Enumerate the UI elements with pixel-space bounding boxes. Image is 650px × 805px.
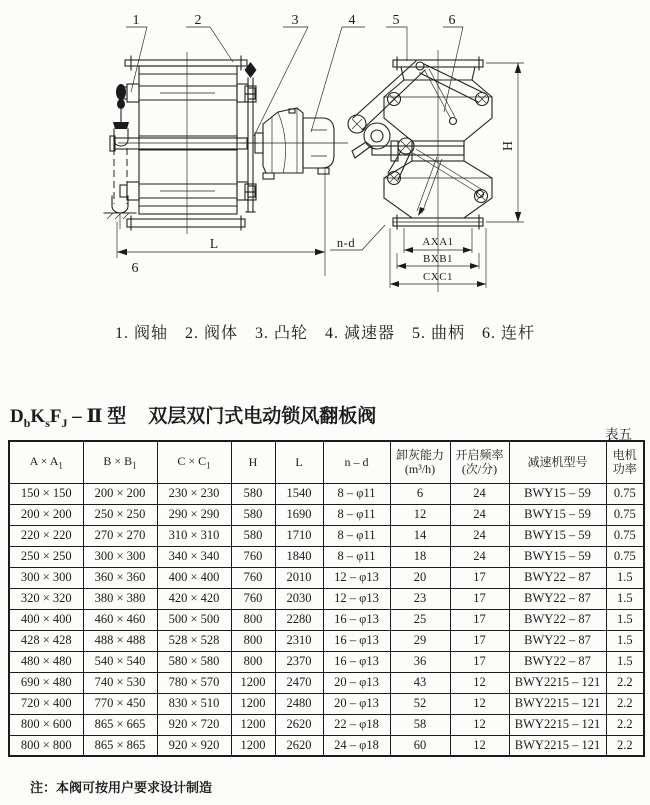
table-cell: 12 — [450, 735, 509, 756]
part-label-6-bottom: 6 — [131, 261, 139, 276]
reducer-motor — [240, 108, 348, 179]
table-row — [9, 567, 644, 588]
table-cell: 2.2 — [606, 693, 644, 714]
table-cell: 690 × 480 — [9, 672, 83, 693]
dimension-label-l: L — [209, 236, 219, 251]
table-cell: 58 — [390, 714, 450, 735]
table-cell: 760 — [231, 567, 275, 588]
callout-6: 6 — [448, 13, 456, 28]
dimension-label-bxb1: BXB1 — [422, 253, 454, 265]
table-cell: 580 — [231, 483, 275, 504]
table-cell: 300 × 300 — [9, 567, 83, 588]
table-cell: 150 × 150 — [9, 483, 83, 504]
table-cell: 230 × 230 — [157, 483, 231, 504]
table-cell: 800 — [231, 630, 275, 651]
table-cell: 1840 — [275, 546, 323, 567]
table-cell: 17 — [450, 651, 509, 672]
table-cell: 24 – φ18 — [323, 735, 390, 756]
header-cell: 减速机型号 — [509, 441, 606, 483]
table-cell: 22 – φ18 — [323, 714, 390, 735]
table-cell: 29 — [390, 630, 450, 651]
header-cell: $C \times C_1$ — [157, 441, 231, 483]
table-cell: 1.5 — [606, 609, 644, 630]
table-cell: BWY15 – 59 — [509, 483, 606, 504]
figure-caption: 1. 阀轴 2. 阀体 3. 凸轮 4. 减速器 5. 曲柄 6. 连杆 — [114, 325, 535, 342]
table-cell: 24 — [450, 483, 509, 504]
table-cell: 770 × 450 — [83, 693, 157, 714]
table-cell: 1200 — [231, 693, 275, 714]
header-cell: 开启频率 (次/分) — [450, 441, 509, 483]
table-cell: BWY22 – 87 — [509, 567, 606, 588]
table-cell: 2.2 — [606, 714, 644, 735]
spec-table — [8, 440, 645, 757]
table-cell: 20 — [390, 567, 450, 588]
table-cell: 580 × 580 — [157, 651, 231, 672]
table-cell: 800 — [231, 609, 275, 630]
table-row — [9, 483, 644, 504]
table-row — [9, 714, 644, 735]
table-cell: 740 × 530 — [83, 672, 157, 693]
table-row — [9, 609, 644, 630]
table-cell: 1200 — [231, 735, 275, 756]
table-cell: BWY15 – 59 — [509, 504, 606, 525]
crank-and-connecting-rods — [353, 61, 484, 216]
table-cell: 8 – φ11 — [323, 525, 390, 546]
table-cell: 830 × 510 — [157, 693, 231, 714]
table-cell: 17 — [450, 588, 509, 609]
table-cell: 250 × 250 — [9, 546, 83, 567]
table-cell: 2.2 — [606, 735, 644, 756]
table-cell: 920 × 920 — [157, 735, 231, 756]
table-cell: 16 – φ13 — [323, 651, 390, 672]
dimension-label-nd: n-d — [336, 236, 356, 250]
table-cell: BWY22 – 87 — [509, 630, 606, 651]
table-row — [9, 735, 644, 756]
header-cell: $A \times A_1$ — [9, 441, 83, 483]
table-cell: BWY15 – 59 — [509, 525, 606, 546]
table-cell: 920 × 720 — [157, 714, 231, 735]
table-cell: 20 – φ13 — [323, 693, 390, 714]
table-cell: 0.75 — [606, 546, 644, 567]
table-cell: 800 × 800 — [9, 735, 83, 756]
side-view-drawing — [330, 50, 524, 292]
table-cell: 320 × 320 — [9, 588, 83, 609]
table-cell: 720 × 400 — [9, 693, 83, 714]
table-cell: 24 — [450, 504, 509, 525]
model-title — [10, 401, 376, 431]
table-cell: 1.5 — [606, 567, 644, 588]
bolt-upper-right — [476, 93, 489, 106]
table-cell: 12 – φ13 — [323, 588, 390, 609]
table-cell: 2370 — [275, 651, 323, 672]
table-cell: 428 × 428 — [9, 630, 83, 651]
dimension-label-cxc1: CXC1 — [422, 271, 454, 283]
table-cell: 2480 — [275, 693, 323, 714]
table-cell: BWY2215 – 121 — [509, 672, 606, 693]
table-cell: BWY2215 – 121 — [509, 714, 606, 735]
table-cell: 400 × 400 — [157, 567, 231, 588]
table-row — [9, 693, 644, 714]
table-cell: 488 × 488 — [83, 630, 157, 651]
table-row — [9, 546, 644, 567]
table-cell: 420 × 420 — [157, 588, 231, 609]
table-cell: 17 — [450, 630, 509, 651]
table-cell: 23 — [390, 588, 450, 609]
header-cell: 卸灰能力 (m³/h) — [390, 441, 450, 483]
callout-2: 2 — [194, 13, 202, 28]
table-cell: 580 — [231, 525, 275, 546]
table-cell: 200 × 200 — [83, 483, 157, 504]
table-cell: 300 × 300 — [83, 546, 157, 567]
table-cell: 500 × 500 — [157, 609, 231, 630]
table-cell: 480 × 480 — [9, 651, 83, 672]
dimension-nd — [330, 225, 385, 250]
table-cell: 270 × 270 — [83, 525, 157, 546]
table-cell: 24 — [450, 546, 509, 567]
valve-name: 双层双门式电动锁风翻板阀 — [148, 406, 377, 427]
table-cell: 1.5 — [606, 630, 644, 651]
table-cell: 17 — [450, 567, 509, 588]
table-cell: 0.75 — [606, 525, 644, 546]
table-cell: 18 — [390, 546, 450, 567]
table-cell: 12 — [450, 672, 509, 693]
table-cell: BWY15 – 59 — [509, 546, 606, 567]
table-cell: 24 — [450, 525, 509, 546]
table-cell: 36 — [390, 651, 450, 672]
header-cell: $B \times B_1$ — [83, 441, 157, 483]
table-cell: 17 — [450, 609, 509, 630]
table-cell: 2620 — [275, 735, 323, 756]
table-cell: 528 × 528 — [157, 630, 231, 651]
table-cell: 8 – φ11 — [323, 546, 390, 567]
crank-disc — [352, 123, 390, 158]
table-cell: 865 × 865 — [83, 735, 157, 756]
table-cell: 800 — [231, 651, 275, 672]
table-cell: 12 — [450, 714, 509, 735]
table-cell: BWY2215 – 121 — [509, 735, 606, 756]
table-cell: 340 × 340 — [157, 546, 231, 567]
header-cell: H — [231, 441, 275, 483]
table-cell: 2620 — [275, 714, 323, 735]
front-view-drawing — [104, 52, 348, 276]
table-cell: 16 – φ13 — [323, 609, 390, 630]
header-row — [9, 441, 644, 483]
table-cell: 250 × 250 — [83, 504, 157, 525]
table-cell: 1690 — [275, 504, 323, 525]
table-cell: BWY22 – 87 — [509, 609, 606, 630]
table-cell: 12 – φ13 — [323, 567, 390, 588]
table-cell: 2.2 — [606, 672, 644, 693]
valve-technical-drawing — [0, 0, 650, 312]
table-cell: 800 × 600 — [9, 714, 83, 735]
table-cell: BWY2215 – 121 — [509, 693, 606, 714]
pivot-left — [348, 115, 366, 133]
table-row — [9, 630, 644, 651]
table-row — [9, 525, 644, 546]
table-cell: 460 × 460 — [83, 609, 157, 630]
dimension-label-h: H — [500, 141, 515, 151]
table-cell: 290 × 290 — [157, 504, 231, 525]
footnote: 注：本阀可按用户要求设计制造 — [30, 780, 213, 795]
table-cell: 220 × 220 — [9, 525, 83, 546]
table-cell: 12 — [450, 693, 509, 714]
table-cell: 52 — [390, 693, 450, 714]
table-cell: 380 × 380 — [83, 588, 157, 609]
header-cell: n – d — [323, 441, 390, 483]
table-cell: 8 – φ11 — [323, 483, 390, 504]
table-cell: 6 — [390, 483, 450, 504]
table-cell: 1710 — [275, 525, 323, 546]
table-cell: 2310 — [275, 630, 323, 651]
bolt-lower-right — [475, 190, 488, 203]
table-row — [9, 504, 644, 525]
table-cell: 8 – φ11 — [323, 504, 390, 525]
table-cell: 2470 — [275, 672, 323, 693]
table-cell: 200 × 200 — [9, 504, 83, 525]
table-cell: 20 – φ13 — [323, 672, 390, 693]
table-row — [9, 672, 644, 693]
table-cell: 1.5 — [606, 651, 644, 672]
table-cell: 540 × 540 — [83, 651, 157, 672]
table-cell: 14 — [390, 525, 450, 546]
table-row — [9, 588, 644, 609]
model-code: $D_bK_sF_J$ – Ⅱ 型 — [10, 406, 127, 430]
callout-4: 4 — [348, 13, 356, 28]
callout-1: 1 — [132, 13, 140, 28]
callout-5: 5 — [392, 13, 400, 28]
table-cell: 60 — [390, 735, 450, 756]
table-cell: 1200 — [231, 672, 275, 693]
counterweight-linkage — [104, 84, 136, 229]
table-cell: 16 – φ13 — [323, 630, 390, 651]
table-cell: 400 × 400 — [9, 609, 83, 630]
table-cell: BWY22 – 87 — [509, 651, 606, 672]
table-cell: 0.75 — [606, 504, 644, 525]
table-cell: 1200 — [231, 714, 275, 735]
callout-3: 3 — [291, 13, 299, 28]
table-cell: 580 — [231, 504, 275, 525]
table-cell: 780 × 570 — [157, 672, 231, 693]
table-cell: 25 — [390, 609, 450, 630]
spec-table-wrap — [8, 440, 645, 757]
table-cell: 2280 — [275, 609, 323, 630]
dimension-label-axa1: AXA1 — [422, 236, 454, 248]
table-cell: 12 — [390, 504, 450, 525]
table-cell: 360 × 360 — [83, 567, 157, 588]
header-cell: L — [275, 441, 323, 483]
table-cell: 0.75 — [606, 483, 644, 504]
table-cell: 310 × 310 — [157, 525, 231, 546]
table-cell: 760 — [231, 546, 275, 567]
table-cell: 1540 — [275, 483, 323, 504]
table-cell: 43 — [390, 672, 450, 693]
table-cell: 2030 — [275, 588, 323, 609]
table-reference: 表五 — [605, 427, 632, 442]
table-cell: 2010 — [275, 567, 323, 588]
table-cell: 760 — [231, 588, 275, 609]
table-cell: 865 × 665 — [83, 714, 157, 735]
header-cell: 电机 功率 — [606, 441, 644, 483]
table-cell: 1.5 — [606, 588, 644, 609]
table-cell: BWY22 – 87 — [509, 588, 606, 609]
table-row — [9, 651, 644, 672]
